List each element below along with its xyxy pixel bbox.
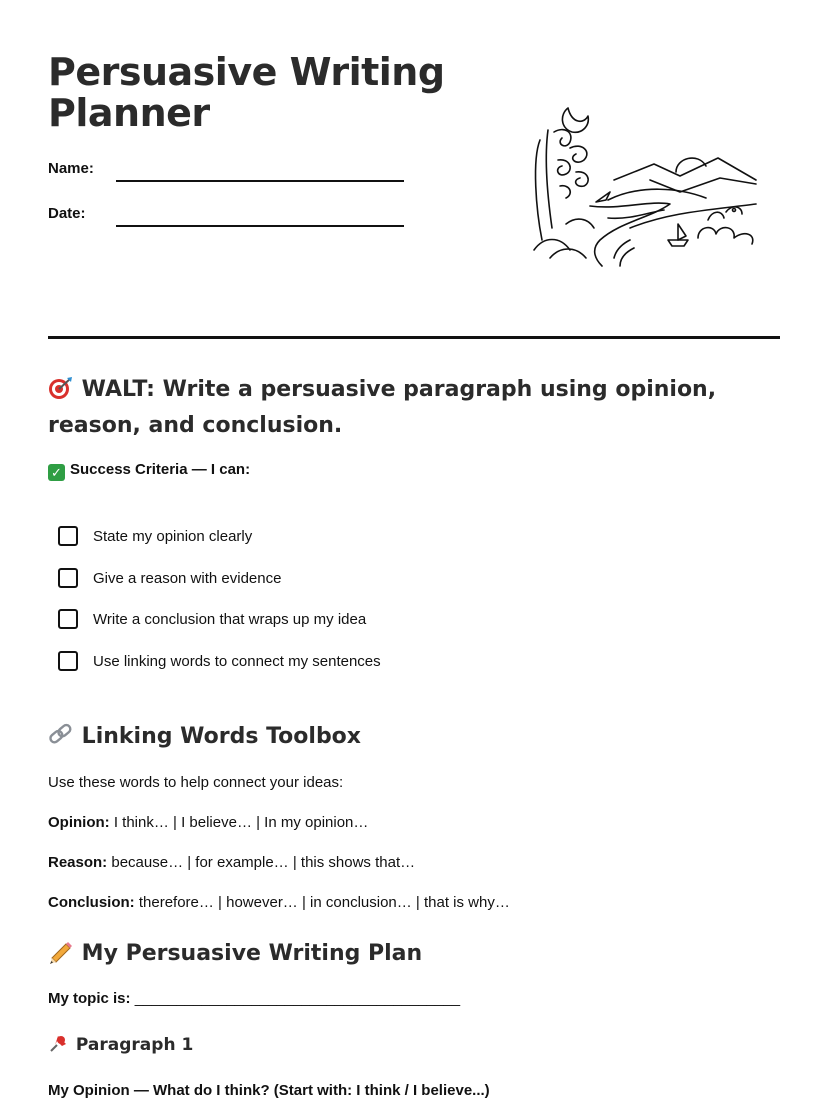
title-line-1: Persuasive Writing (48, 50, 445, 94)
criteria-checkbox[interactable] (58, 609, 78, 629)
topic-field[interactable]: _______________________________________ (134, 990, 461, 1007)
name-label: Name: (48, 160, 94, 177)
toolbox-heading (48, 723, 361, 749)
check-mark-icon: ✓ (48, 464, 65, 481)
criteria-item (58, 566, 281, 590)
plan-heading (48, 940, 422, 966)
paragraph-1-heading (48, 1034, 193, 1055)
criteria-item (58, 649, 381, 673)
criteria-text: Give a reason with evidence (93, 569, 282, 587)
linking-label: Opinion: (48, 814, 110, 831)
success-criteria-label: Success Criteria — I can: (70, 461, 251, 478)
section-divider (48, 336, 780, 339)
criteria-item (58, 607, 366, 631)
linking-label: Reason: (48, 854, 108, 871)
criteria-item (58, 524, 252, 548)
name-field[interactable] (116, 180, 404, 182)
criteria-checkbox[interactable] (58, 651, 78, 671)
landscape-illustration (530, 100, 762, 268)
linking-row-reason (48, 854, 415, 871)
topic-label: My topic is: (48, 990, 131, 1007)
date-field[interactable] (116, 225, 404, 227)
linking-words: therefore… | however… | in conclusion… | that is why… (138, 894, 510, 911)
success-criteria-heading (48, 461, 250, 481)
criteria-text: Write a conclusion that wraps up my idea (93, 610, 367, 628)
criteria-checkbox[interactable] (58, 568, 78, 588)
linking-row-opinion (48, 814, 368, 831)
walt-heading (48, 372, 788, 444)
linking-row-conclusion (48, 894, 510, 911)
target-icon (48, 376, 74, 400)
criteria-text: Use linking words to connect my sentences (93, 652, 381, 670)
opinion-prompt: My Opinion — What do I think? (Start with: I think / I believe...) (48, 1082, 490, 1099)
pencil-icon (48, 940, 74, 964)
walt-text: WALT: Write a persuasive paragraph using opinion, reason, and conclusion. (48, 377, 717, 438)
criteria-text: State my opinion clearly (93, 527, 253, 545)
page-title (48, 52, 468, 134)
linking-label: Conclusion: (48, 894, 135, 911)
pushpin-icon (48, 1034, 70, 1054)
linking-words: I think… | I believe… | In my opinion… (113, 814, 369, 831)
date-label: Date: (48, 205, 86, 222)
toolbox-title: Linking Words Toolbox (81, 724, 361, 749)
toolbox-intro: Use these words to help connect your ideas: (48, 774, 344, 791)
linking-words: because… | for example… | this shows that… (111, 854, 416, 871)
topic-row (48, 990, 460, 1007)
plan-title: My Persuasive Writing Plan (81, 941, 423, 966)
link-icon (48, 723, 74, 747)
paragraph-1-title: Paragraph 1 (75, 1035, 194, 1055)
title-line-2: Planner (48, 91, 210, 135)
criteria-checkbox[interactable] (58, 526, 78, 546)
